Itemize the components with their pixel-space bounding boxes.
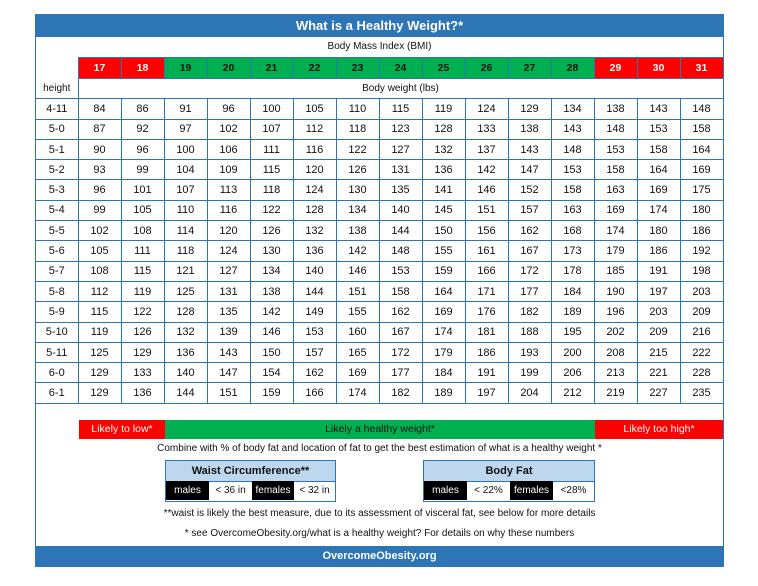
- weight-cell: 209: [637, 322, 680, 342]
- weight-cell: 184: [551, 281, 594, 301]
- weight-cell: 128: [164, 302, 207, 322]
- bmi-weight-table: [36, 57, 724, 404]
- weight-cell: 142: [465, 160, 508, 180]
- weight-cell: 138: [508, 119, 551, 139]
- table-row: [36, 363, 723, 383]
- weight-cell: 158: [680, 119, 723, 139]
- weight-cell: 204: [508, 383, 551, 403]
- weight-cell: 143: [508, 139, 551, 159]
- height-cell: 5-4: [36, 200, 78, 220]
- weight-cell: 104: [164, 160, 207, 180]
- weight-cell: 158: [551, 180, 594, 200]
- weight-cell: 84: [78, 99, 121, 119]
- weight-cell: 118: [336, 119, 379, 139]
- weight-cell: 101: [121, 180, 164, 200]
- weight-cell: 123: [379, 119, 422, 139]
- weight-cell: 185: [594, 261, 637, 281]
- weight-cell: 222: [680, 342, 723, 362]
- body-weight-label: Body weight (lbs): [78, 79, 723, 99]
- weight-cell: 203: [680, 281, 723, 301]
- weight-cell: 161: [465, 241, 508, 261]
- weight-cell: 146: [336, 261, 379, 281]
- weight-cell: 148: [680, 99, 723, 119]
- weight-cell: 127: [207, 261, 250, 281]
- weight-cell: 97: [164, 119, 207, 139]
- weight-cell: 138: [594, 99, 637, 119]
- weight-cell: 139: [207, 322, 250, 342]
- weight-cell: 115: [379, 99, 422, 119]
- weight-cell: 186: [680, 221, 723, 241]
- weight-cell: 167: [508, 241, 551, 261]
- weight-cell: 146: [250, 322, 293, 342]
- verdict-low: Likely to low*: [79, 420, 165, 439]
- height-cell: 5-5: [36, 221, 78, 241]
- weight-cell: 131: [379, 160, 422, 180]
- table-row: [36, 160, 723, 180]
- weight-cell: 143: [637, 99, 680, 119]
- weight-cell: 130: [250, 241, 293, 261]
- weight-cell: 197: [465, 383, 508, 403]
- weight-cell: 135: [379, 180, 422, 200]
- weight-cell: 110: [164, 200, 207, 220]
- weight-cell: 193: [508, 342, 551, 362]
- weight-cell: 147: [207, 363, 250, 383]
- weight-cell: 149: [293, 302, 336, 322]
- weight-cell: 180: [680, 200, 723, 220]
- weight-cell: 136: [121, 383, 164, 403]
- weight-cell: 145: [422, 200, 465, 220]
- weight-cell: 215: [637, 342, 680, 362]
- weight-cell: 157: [293, 342, 336, 362]
- weight-cell: 164: [680, 139, 723, 159]
- weight-cell: 216: [680, 322, 723, 342]
- height-cell: 6-1: [36, 383, 78, 403]
- waist-females-label: females: [252, 481, 294, 500]
- weight-cell: 109: [207, 160, 250, 180]
- weight-cell: 188: [508, 322, 551, 342]
- page-title: What is a Healthy Weight?*: [36, 15, 723, 37]
- weight-cell: 165: [336, 342, 379, 362]
- weight-cell: 156: [465, 221, 508, 241]
- bmi-value-cell: 20: [207, 58, 250, 79]
- weight-cell: 141: [422, 180, 465, 200]
- bmi-corner-cell: [36, 58, 78, 79]
- weight-cell: 166: [465, 261, 508, 281]
- weight-cell: 144: [379, 221, 422, 241]
- bmi-value-cell: 18: [121, 58, 164, 79]
- table-row: [36, 119, 723, 139]
- weight-cell: 132: [293, 221, 336, 241]
- weight-cell: 151: [336, 281, 379, 301]
- weight-cell: 168: [551, 221, 594, 241]
- weight-cell: 144: [293, 281, 336, 301]
- verdict-healthy: Likely a healthy weight*: [165, 420, 595, 439]
- weight-cell: 192: [680, 241, 723, 261]
- weight-cell: 124: [207, 241, 250, 261]
- height-cell: 5-9: [36, 302, 78, 322]
- bmi-caption: Body Mass Index (BMI): [327, 41, 432, 52]
- weight-cell: 129: [78, 363, 121, 383]
- weight-cell: 227: [637, 383, 680, 403]
- weight-cell: 92: [121, 119, 164, 139]
- weight-cell: 152: [508, 180, 551, 200]
- weight-cell: 138: [336, 221, 379, 241]
- bmi-value-cell: 30: [637, 58, 680, 79]
- weight-cell: 116: [207, 200, 250, 220]
- body-fat-title: Body Fat: [424, 461, 594, 482]
- weight-cell: 153: [594, 139, 637, 159]
- weight-cell: 191: [465, 363, 508, 383]
- weight-cell: 164: [637, 160, 680, 180]
- weight-cell: 219: [594, 383, 637, 403]
- label-row: [36, 79, 723, 99]
- weight-cell: 119: [78, 322, 121, 342]
- bmi-value-cell: 25: [422, 58, 465, 79]
- weight-cell: 166: [293, 383, 336, 403]
- weight-cell: 122: [336, 139, 379, 159]
- weight-cell: 132: [164, 322, 207, 342]
- weight-cell: 133: [121, 363, 164, 383]
- weight-cell: 148: [551, 139, 594, 159]
- weight-cell: 142: [336, 241, 379, 261]
- weight-cell: 154: [250, 363, 293, 383]
- weight-cell: 115: [121, 261, 164, 281]
- weight-cell: 116: [293, 139, 336, 159]
- weight-cell: 138: [250, 281, 293, 301]
- weight-cell: 112: [293, 119, 336, 139]
- bmi-value-cell: 21: [250, 58, 293, 79]
- weight-cell: 180: [637, 221, 680, 241]
- weight-cell: 221: [637, 363, 680, 383]
- weight-cell: 93: [78, 160, 121, 180]
- weight-cell: 169: [422, 302, 465, 322]
- weight-cell: 140: [164, 363, 207, 383]
- weight-cell: 169: [336, 363, 379, 383]
- weight-cell: 150: [422, 221, 465, 241]
- verdict-high: Likely too high*: [595, 420, 723, 439]
- height-label: height: [43, 82, 71, 94]
- weight-cell: 137: [465, 139, 508, 159]
- weight-cell: 177: [508, 281, 551, 301]
- weight-cell: 99: [121, 160, 164, 180]
- bmi-header-row: [36, 58, 723, 79]
- height-cell: 5-3: [36, 180, 78, 200]
- table-row: [36, 302, 723, 322]
- table-row: [36, 180, 723, 200]
- weight-cell: 173: [551, 241, 594, 261]
- weight-cell: 106: [207, 139, 250, 159]
- bmi-value-cell: 31: [680, 58, 723, 79]
- weight-cell: 189: [422, 383, 465, 403]
- weight-cell: 129: [121, 342, 164, 362]
- height-cell: 6-0: [36, 363, 78, 383]
- table-row: [36, 383, 723, 403]
- bmi-value-cell: 27: [508, 58, 551, 79]
- weight-cell: 111: [121, 241, 164, 261]
- weight-cell: 186: [637, 241, 680, 261]
- weight-cell: 179: [422, 342, 465, 362]
- weight-cell: 148: [594, 119, 637, 139]
- table-row: [36, 241, 723, 261]
- weight-cell: 151: [465, 200, 508, 220]
- table-row: [36, 342, 723, 362]
- weight-cell: 202: [594, 322, 637, 342]
- weight-cell: 119: [422, 99, 465, 119]
- weight-cell: 115: [250, 160, 293, 180]
- height-cell: 5-0: [36, 119, 78, 139]
- weight-cell: 157: [508, 200, 551, 220]
- weight-cell: 113: [207, 180, 250, 200]
- bmi-value-cell: 23: [336, 58, 379, 79]
- weight-cell: 159: [422, 261, 465, 281]
- weight-cell: 198: [680, 261, 723, 281]
- weight-cell: 140: [379, 200, 422, 220]
- weight-cell: 91: [164, 99, 207, 119]
- weight-cell: 171: [465, 281, 508, 301]
- weight-cell: 129: [508, 99, 551, 119]
- weight-cell: 121: [164, 261, 207, 281]
- body-fat-females-label: females: [510, 481, 553, 500]
- weight-cell: 133: [465, 119, 508, 139]
- height-cell: 5-8: [36, 281, 78, 301]
- weight-cell: 134: [336, 200, 379, 220]
- weight-cell: 105: [121, 200, 164, 220]
- weight-cell: 132: [422, 139, 465, 159]
- weight-cell: 120: [293, 160, 336, 180]
- weight-cell: 160: [336, 322, 379, 342]
- weight-cell: 153: [637, 119, 680, 139]
- bmi-value-cell: 19: [164, 58, 207, 79]
- weight-cell: 125: [164, 281, 207, 301]
- weight-cell: 169: [637, 180, 680, 200]
- weight-cell: 147: [508, 160, 551, 180]
- weight-cell: 96: [207, 99, 250, 119]
- weight-cell: 189: [551, 302, 594, 322]
- weight-cell: 136: [164, 342, 207, 362]
- weight-cell: 136: [293, 241, 336, 261]
- bmi-value-cell: 26: [465, 58, 508, 79]
- bmi-value-cell: 22: [293, 58, 336, 79]
- weight-cell: 182: [508, 302, 551, 322]
- weight-cell: 148: [379, 241, 422, 261]
- bmi-value-cell: 24: [379, 58, 422, 79]
- waist-males-label: males: [166, 481, 209, 500]
- weight-cell: 163: [594, 180, 637, 200]
- body-fat-females-value: <28%: [560, 485, 587, 496]
- weight-cell: 102: [78, 221, 121, 241]
- weight-cell: 169: [680, 160, 723, 180]
- weight-cell: 206: [551, 363, 594, 383]
- weight-cell: 111: [250, 139, 293, 159]
- weight-cell: 105: [293, 99, 336, 119]
- weight-cell: 228: [680, 363, 723, 383]
- weight-cell: 100: [250, 99, 293, 119]
- table-row: [36, 281, 723, 301]
- weight-cell: 110: [336, 99, 379, 119]
- weight-cell: 155: [422, 241, 465, 261]
- weight-cell: 107: [250, 119, 293, 139]
- weight-cell: 96: [78, 180, 121, 200]
- weight-cell: 130: [336, 180, 379, 200]
- weight-cell: 153: [379, 261, 422, 281]
- weight-cell: 177: [379, 363, 422, 383]
- weight-cell: 158: [379, 281, 422, 301]
- weight-cell: 190: [594, 281, 637, 301]
- weight-cell: 114: [164, 221, 207, 241]
- weight-cell: 179: [594, 241, 637, 261]
- source-note: * see OvercomeObesity.org/what is a healthy weight? For details on why these numbers: [184, 528, 575, 539]
- weight-cell: 99: [78, 200, 121, 220]
- weight-cell: 127: [379, 139, 422, 159]
- height-cell: 5-7: [36, 261, 78, 281]
- weight-cell: 176: [465, 302, 508, 322]
- weight-cell: 195: [551, 322, 594, 342]
- weight-cell: 108: [121, 221, 164, 241]
- weight-cell: 122: [121, 302, 164, 322]
- combine-note: Combine with % of body fat and location of fat to get the best estimation of what is a healthy weight *: [157, 443, 602, 454]
- weight-cell: 131: [207, 281, 250, 301]
- weight-cell: 164: [422, 281, 465, 301]
- bmi-value-cell: 29: [594, 58, 637, 79]
- waist-title: Waist Circumference**: [166, 461, 335, 482]
- height-cell: 5-1: [36, 139, 78, 159]
- bmi-value-cell: 28: [551, 58, 594, 79]
- weight-cell: 108: [78, 261, 121, 281]
- table-row: [36, 221, 723, 241]
- weight-cell: 153: [551, 160, 594, 180]
- weight-cell: 126: [336, 160, 379, 180]
- weight-cell: 203: [637, 302, 680, 322]
- table-row: [36, 261, 723, 281]
- body-fat-box: [423, 460, 595, 502]
- weight-cell: 87: [78, 119, 121, 139]
- weight-cell: 100: [164, 139, 207, 159]
- weight-cell: 200: [551, 342, 594, 362]
- weight-cell: 191: [637, 261, 680, 281]
- weight-cell: 134: [551, 99, 594, 119]
- weight-cell: 197: [637, 281, 680, 301]
- weight-cell: 172: [508, 261, 551, 281]
- weight-cell: 115: [78, 302, 121, 322]
- weight-cell: 208: [594, 342, 637, 362]
- weight-cell: 128: [422, 119, 465, 139]
- weight-cell: 134: [250, 261, 293, 281]
- weight-cell: 186: [465, 342, 508, 362]
- weight-cell: 213: [594, 363, 637, 383]
- weight-cell: 181: [465, 322, 508, 342]
- footer-link[interactable]: OvercomeObesity.org: [36, 546, 723, 566]
- weight-cell: 105: [78, 241, 121, 261]
- waist-note: **waist is likely the best measure, due to its assessment of visceral fat, see below for more details: [163, 508, 596, 519]
- weight-cell: 182: [379, 383, 422, 403]
- weight-cell: 196: [594, 302, 637, 322]
- weight-cell: 120: [207, 221, 250, 241]
- weight-cell: 155: [336, 302, 379, 322]
- weight-cell: 144: [164, 383, 207, 403]
- weight-cell: 167: [379, 322, 422, 342]
- weight-cell: 90: [78, 139, 121, 159]
- weight-cell: 174: [637, 200, 680, 220]
- weight-cell: 129: [78, 383, 121, 403]
- weight-cell: 146: [465, 180, 508, 200]
- weight-cell: 143: [207, 342, 250, 362]
- weight-cell: 118: [164, 241, 207, 261]
- weight-cell: 184: [422, 363, 465, 383]
- height-cell: 5-11: [36, 342, 78, 362]
- weight-cell: 140: [293, 261, 336, 281]
- weight-cell: 162: [379, 302, 422, 322]
- weight-cell: 175: [680, 180, 723, 200]
- weight-cell: 169: [594, 200, 637, 220]
- weight-cell: 150: [250, 342, 293, 362]
- weight-cell: 119: [121, 281, 164, 301]
- table-row: [36, 139, 723, 159]
- weight-cell: 174: [422, 322, 465, 342]
- weight-cell: 96: [121, 139, 164, 159]
- weight-cell: 143: [551, 119, 594, 139]
- weight-cell: 174: [594, 221, 637, 241]
- weight-cell: 172: [379, 342, 422, 362]
- weight-cell: 162: [508, 221, 551, 241]
- weight-cell: 124: [293, 180, 336, 200]
- weight-cell: 124: [465, 99, 508, 119]
- weight-cell: 178: [551, 261, 594, 281]
- weight-cell: 122: [250, 200, 293, 220]
- weight-cell: 159: [250, 383, 293, 403]
- weight-cell: 135: [207, 302, 250, 322]
- weight-cell: 209: [680, 302, 723, 322]
- weight-cell: 235: [680, 383, 723, 403]
- bmi-value-cell: 17: [78, 58, 121, 79]
- waist-circumference-box: [165, 460, 336, 502]
- height-cell: 5-6: [36, 241, 78, 261]
- weight-cell: 174: [336, 383, 379, 403]
- weight-cell: 126: [250, 221, 293, 241]
- weight-cell: 125: [78, 342, 121, 362]
- weight-cell: 107: [164, 180, 207, 200]
- weight-cell: 126: [121, 322, 164, 342]
- body-fat-males-value: < 22%: [474, 485, 503, 496]
- table-row: [36, 200, 723, 220]
- body-fat-males-label: males: [424, 481, 467, 500]
- weight-cell: 112: [78, 281, 121, 301]
- table-row: [36, 322, 723, 342]
- weight-cell: 102: [207, 119, 250, 139]
- weight-cell: 162: [293, 363, 336, 383]
- weight-cell: 128: [293, 200, 336, 220]
- weight-cell: 118: [250, 180, 293, 200]
- weight-cell: 158: [594, 160, 637, 180]
- weight-cell: 153: [293, 322, 336, 342]
- weight-cell: 163: [551, 200, 594, 220]
- waist-males-value: < 36 in: [215, 485, 246, 496]
- weight-cell: 212: [551, 383, 594, 403]
- weight-cell: 151: [207, 383, 250, 403]
- weight-cell: 199: [508, 363, 551, 383]
- table-row: [36, 99, 723, 119]
- height-cell: 5-2: [36, 160, 78, 180]
- weight-cell: 86: [121, 99, 164, 119]
- height-cell: 4-11: [36, 99, 78, 119]
- height-cell: 5-10: [36, 322, 78, 342]
- weight-cell: 136: [422, 160, 465, 180]
- waist-females-value: < 32 in: [299, 485, 330, 496]
- weight-cell: 142: [250, 302, 293, 322]
- weight-cell: 158: [637, 139, 680, 159]
